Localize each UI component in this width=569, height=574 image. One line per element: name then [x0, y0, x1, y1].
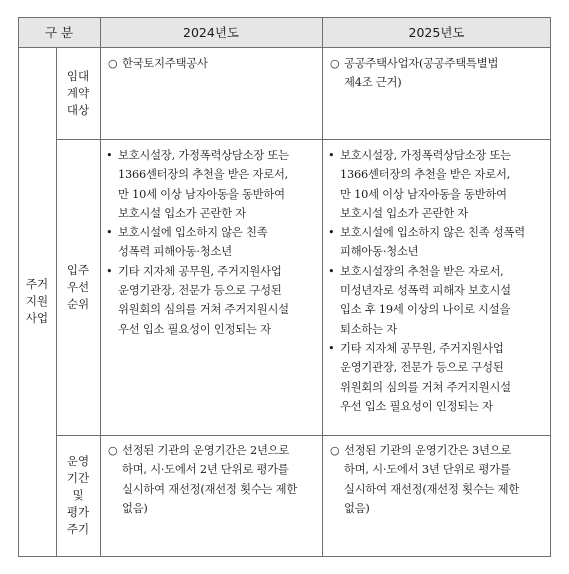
line: 보호시설 입소가 곤란한 자 [340, 206, 469, 220]
line: 피해아동·청소년 [340, 245, 419, 259]
line: 선정된 기관의 운영기간은 2년으로 [122, 444, 290, 457]
label-line: 우선 [66, 279, 90, 294]
line: 우선 입소 필요성이 인정되는 자 [118, 322, 271, 336]
label-divider [100, 17, 101, 557]
label-line: 평가 [66, 505, 90, 519]
line: 보호시설에 입소하지 않은 친족 성폭력 [340, 226, 525, 240]
row-divider-2 [56, 435, 551, 436]
row-label-priority [56, 139, 100, 435]
cell-operation-2025 [330, 441, 548, 518]
cell-operation-2024 [108, 441, 320, 518]
bullet-icon: • [328, 149, 335, 162]
label-line: 대상 [66, 102, 90, 117]
label-line: 주기 [66, 522, 90, 536]
label-line: 입주 [66, 262, 90, 277]
bullet-icon: • [106, 264, 113, 278]
year-divider [322, 17, 323, 557]
bullet-icon: • [106, 226, 113, 240]
circle-bullet-icon: ○ [330, 57, 340, 70]
list-item [108, 441, 320, 518]
line: 보호시설 입소가 곤란한 자 [118, 206, 247, 220]
border-bottom [18, 556, 551, 557]
line: 보호시설에 입소하지 않은 친족 [118, 226, 268, 240]
line: 만 10세 이상 남자아동을 동반하여 [118, 187, 285, 201]
line: 보호시설장의 추천을 받은 자로서, [340, 264, 504, 278]
cell-lease-2024 [108, 54, 318, 73]
bullet-icon: • [106, 149, 113, 162]
line: 운영기관장, 전문가 등으로 구성된 [340, 361, 504, 375]
label-line: 계약 [66, 85, 90, 100]
line: 만 10세 이상 남자아동을 동반하여 [340, 187, 507, 201]
line: 선정된 기관의 운영기간은 3년으로 [344, 444, 512, 457]
line: 기타 지자체 공무원, 주거지원사업 [118, 264, 282, 278]
list-item [330, 54, 546, 93]
list-item [328, 339, 548, 416]
label-line: 및 [72, 488, 84, 502]
header-2024: 2024년도 [100, 17, 322, 47]
list-item [106, 146, 320, 223]
line: 미성년자로 성폭력 피해자 보호시설 [340, 284, 511, 298]
cell-priority-2024 [106, 146, 320, 339]
line: 제4조 근거) [344, 76, 402, 90]
border-top [18, 17, 551, 18]
category-housing-support [18, 47, 56, 556]
row-divider-1 [56, 139, 551, 140]
bullet-icon: • [328, 341, 335, 355]
list-item [106, 262, 320, 339]
line: 하며, 시·도에서 2년 단위로 평가를 [122, 463, 289, 477]
label-line: 순위 [66, 296, 90, 311]
row-label-lease-target [56, 47, 100, 139]
category-line: 지원 [25, 294, 49, 308]
label-line: 기간 [66, 471, 90, 485]
line: 우선 입소 필요성이 인정되는 자 [340, 399, 493, 413]
cell-priority-2025 [328, 146, 548, 416]
line: 기타 지자체 공무원, 주거지원사업 [340, 341, 504, 355]
line: 한국토지주택공사 [122, 57, 208, 70]
policy-comparison-table [18, 17, 551, 557]
line: 하며, 시·도에서 3년 단위로 평가를 [344, 463, 511, 477]
line: 없음) [122, 501, 148, 515]
label-line: 운영 [66, 454, 90, 468]
line: 실시하여 재선정(재선정 횟수는 제한 [344, 482, 520, 496]
list-item [328, 223, 548, 262]
label-line: 임대 [66, 68, 90, 83]
line: 공공주택사업자(공공주택특별법 [344, 57, 499, 70]
border-right [550, 17, 551, 557]
list-item [106, 223, 320, 262]
list-item [330, 441, 548, 518]
line: 위원회의 심의를 거쳐 주거지원시설 [118, 303, 289, 317]
category-line: 주거 [25, 277, 49, 291]
row-label-operation-period [56, 435, 100, 556]
list-item [108, 54, 318, 73]
circle-bullet-icon: ○ [330, 444, 340, 457]
line: 위원회의 심의를 거쳐 주거지원시설 [340, 380, 511, 394]
line: 실시하여 재선정(재선정 횟수는 제한 [122, 482, 298, 496]
header-division: 구 분 [18, 17, 100, 47]
line: 보호시설장, 가정폭력상담소장 또는 [118, 149, 289, 162]
line: 성폭력 피해아동·청소년 [118, 245, 232, 259]
circle-bullet-icon: ○ [108, 444, 118, 457]
circle-bullet-icon: ○ [108, 57, 118, 70]
line: 운영기관장, 전문가 등으로 구성된 [118, 284, 282, 298]
bullet-icon: • [328, 226, 335, 240]
line: 입소 후 19세 이상의 나이로 시설을 [340, 303, 511, 317]
category-line: 사업 [25, 311, 49, 325]
line: 1366센터장의 추천을 받은 자로서, [340, 168, 511, 182]
header-2025: 2025년도 [322, 17, 551, 47]
line: 보호시설장, 가정폭력상담소장 또는 [340, 149, 511, 162]
line: 1366센터장의 추천을 받은 자로서, [118, 168, 289, 182]
list-item [328, 146, 548, 223]
line: 퇴소하는 자 [340, 322, 397, 336]
cell-lease-2025 [330, 54, 546, 93]
bullet-icon: • [328, 264, 335, 278]
line: 없음) [344, 501, 370, 515]
list-item [328, 262, 548, 339]
